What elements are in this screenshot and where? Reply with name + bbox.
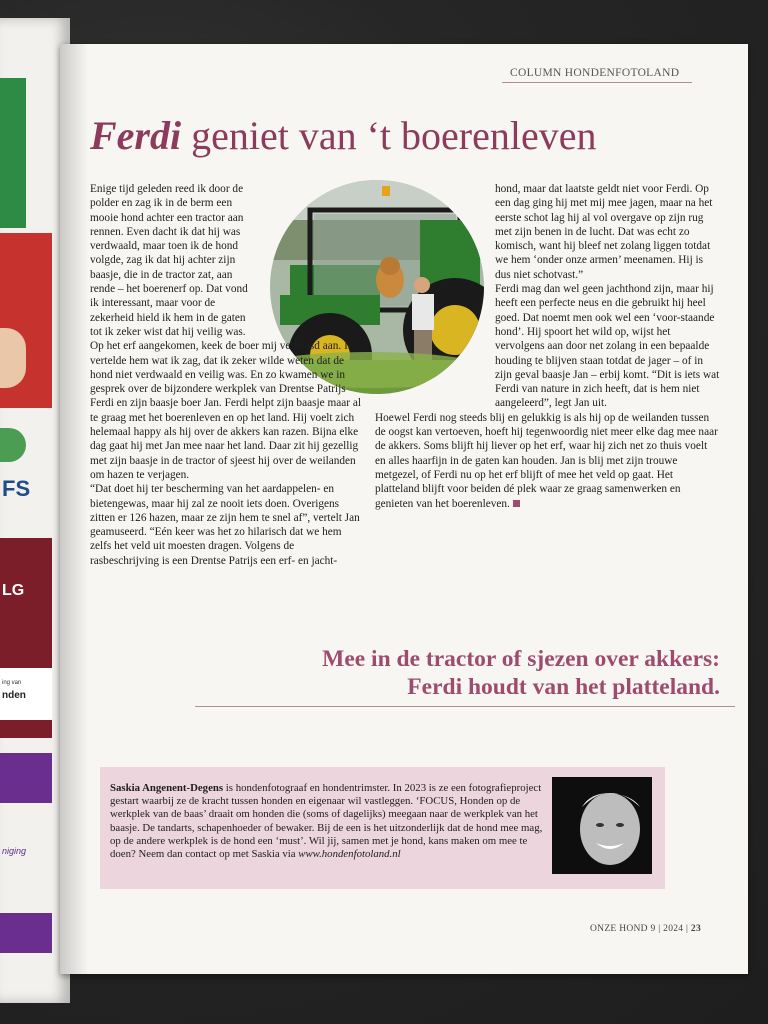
article-title: [90, 112, 730, 159]
left-page-green-block: [0, 78, 26, 228]
page-gutter-shadow: [60, 44, 88, 974]
left-page-green-badge: [0, 428, 26, 462]
author-name: Saskia Angenent-Degens: [110, 782, 224, 794]
column-label: COLUMN HONDENFOTOLAND: [510, 67, 680, 79]
article-right-column: [375, 182, 720, 511]
square-end-mark-icon: [513, 500, 520, 507]
page-footer: ONZE HOND 9 | 2024 | 23: [590, 924, 702, 934]
left-page-niging-text: niging: [2, 846, 27, 856]
left-paragraph-3: “Dat doet hij ter bescherming van het aardappelen- en bietengewas, maar hij zal ze nooit iets doen. Overigens zitten er 126 hazen, maar ze zijn hem te snel af”, vertelt Jan geamuseerd. “Eén keer was het zo hilarisch dat we hem zelfs het veld uit moesten dragen. Volgens de rasbeschrijving is een Drentse Patrijs een erf- en jacht-: [90, 483, 360, 567]
footer-page-number: 23: [690, 924, 702, 934]
pull-quote: [200, 645, 720, 701]
author-bio-body: is hondenfotograaf en hondentrimster. In 2023 is ze een fotografieproject gestart waarbij ze de kracht tussen honden en eigenaar wil vastleggen. ‘FOCUS, Honden op de werkplek van de baas’ draait om honden die (soms of dagelijks) meegaan naar de werkplek van het baasje. De tandarts, schapenhoeder of bewaker. Bij de een is het uitzonderlijk dat de hond mee mag, op de andere werkplek is de hond een ‘must’. Wil jij, samen met je hond, kans maken om mee te doen? Neem dan contact op met Saskia via: [110, 782, 543, 861]
left-page-card-small: ing van: [2, 680, 22, 686]
pull-quote-line-2: Ferdi houdt van het platteland.: [407, 674, 720, 700]
left-page-skin-shape: [0, 328, 26, 388]
title-rest: geniet van ‘t boerenleven: [181, 113, 597, 158]
left-page-lg-text: LG: [2, 582, 25, 599]
left-paragraph-2: Op het erf aangekomen, keek de boer mij verbaasd aan. Ik vertelde hem wat ik zag, dat ik zeker wilde weten dat de hond niet verdwaald en veilig was. En zo kwamen we in gesprek over de bijzondere werkplek van Drentse Patrijs Ferdi en zijn baasje boer Jan. Ferdi helpt zijn baasje maar al te graag met het boerenleven en op het land. Hij voelt zich helemaal happy als hij over de akkers kan razen. Bijna elke dag gaat hij met Jan mee naar het land. Daar zit hij gezellig met zijn baasje in de tractor of sjeest hij over de weilanden om hazen te verjagen.: [90, 340, 362, 481]
pull-quote-rule: [195, 706, 735, 707]
footer-magazine: ONZE HOND 9: [590, 924, 656, 934]
left-page-card-bold: nden: [2, 690, 26, 701]
left-page-purple-block: [0, 753, 52, 803]
left-page-fs-logo: FS: [2, 476, 31, 501]
author-portrait: [552, 777, 652, 874]
left-paragraph-1: Enige tijd geleden reed ik door de polder en zag ik in de berm een mooie hond achter een tractor aan rennen. Even dacht ik dat hij was verdwaald, maar toen ik de hond volgde, zag ik dat hij achter zijn baasje, die in de tractor zat, aan rende – het boerenerf op. Dat vond ik interessant, maar voor de zekerheid hield ik hem in de gaten tot ik zeker wist dat hij veilig was.: [90, 183, 248, 338]
right-paragraph-1: hond, maar dat laatste geldt niet voor Ferdi. Op een dag ging hij met mij mee jagen, maar na het eerste schot lag hij al vol overgave op zijn rug met zijn benen in de lucht. Dat was echt zo komisch, want hij bleef net zolang liggen totdat we hem ‘onder onze armen’ meenamen. Hij is dus niet schotvast.”: [495, 183, 713, 281]
left-page-purple-block-2: [0, 913, 52, 953]
title-emphasis: Ferdi: [90, 113, 182, 158]
right-paragraph-3: [375, 411, 720, 511]
left-page-white-card: [0, 668, 52, 720]
pull-quote-line-1: Mee in de tractor of sjezen over akkers:: [322, 646, 720, 672]
right-paragraph-2: Ferdi mag dan wel geen jachthond zijn, maar hij heeft een perfecte neus en die gebruikt hij heel goed. Dat noemt men ook wel een ‘voor-staande hond’. Hij spoort het wild op, wijst het vervolgens aan door net zolang in een bepaalde houding te blijven staan totdat de jager – of in zijn geval baasje Jan – erbij komt. “Dit is iets wat Ferdi van nature in zich heeft, dat is hem niet aangeleerd”, legt Jan uit.: [495, 283, 720, 410]
author-bio-text: [110, 782, 545, 861]
right-paragraph-3-text: Hoewel Ferdi nog steeds blij en gelukkig is als hij op de weilanden tussen de oogst kan vertoeven, hoeft hij tegenwoordig niet meer elke dag mee naar de akkers. Soms blijft hij liever op het erf, waar hij zich net zo thuis voelt en alles haarfijn in de gaten kan houden. Jan is blij met zijn trouwe metgezel, of Ferdi nu op het erf blijft of mee het veld op gaat. Het platteland blijft voor beiden dé plek waar ze graag samenwerken en genieten van het boerenleven.: [375, 411, 718, 510]
column-label-rule: [502, 82, 692, 83]
footer-year: 2024: [663, 924, 684, 934]
article-left-column: [90, 182, 365, 568]
author-portrait-illustration: [552, 777, 652, 874]
author-website-link[interactable]: www.hondenfotoland.nl: [298, 848, 401, 861]
